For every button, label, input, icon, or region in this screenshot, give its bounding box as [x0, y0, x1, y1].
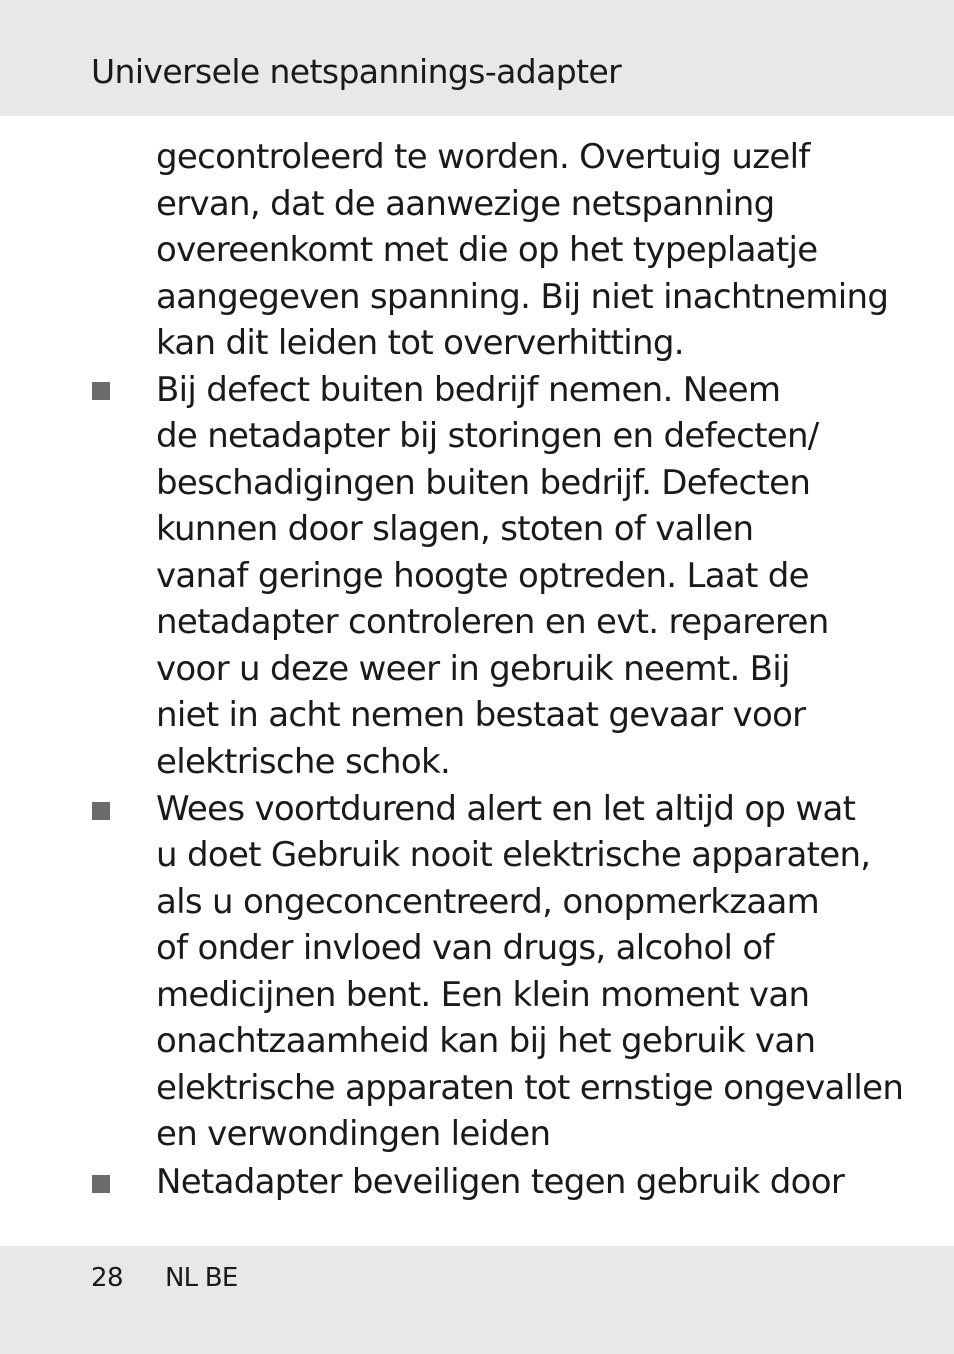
- bullet-1-line: netadapter controleren en evt. repareren: [156, 602, 829, 642]
- bullet-2-line: als u ongeconcentreerd, onopmerkzaam: [156, 882, 820, 922]
- continuation-line: overeenkomt met die op het typeplaatje: [156, 230, 818, 270]
- bullet-square-icon: [92, 1175, 110, 1193]
- bullet-square-icon: [92, 382, 110, 400]
- bullet-2-line: medicijnen bent. Een klein moment van: [156, 975, 810, 1015]
- bullet-2-line: Wees voortdurend alert en let altijd op wat: [156, 789, 856, 829]
- bullet-1-line: elektrische schok.: [156, 742, 451, 782]
- language-code: NL BE: [165, 1263, 238, 1293]
- page-number: 28: [91, 1263, 124, 1293]
- bullet-2-line: u doet Gebruik nooit elektrische apparaten,: [156, 835, 871, 875]
- bullet-1-line: voor u deze weer in gebruik neemt. Bij: [156, 649, 790, 689]
- continuation-line: ervan, dat de aanwezige netspanning: [156, 184, 775, 224]
- page-footer: [0, 1246, 954, 1354]
- bullet-2-line: onachtzaamheid kan bij het gebruik van: [156, 1021, 816, 1061]
- bullet-1-line: de netadapter bij storingen en defecten/: [156, 416, 819, 456]
- bullet-1-line: kunnen door slagen, stoten of vallen: [156, 509, 754, 549]
- page-header-title: Universele netspannings-adapter: [91, 52, 622, 91]
- continuation-line: kan dit leiden tot oververhitting.: [156, 323, 684, 363]
- continuation-line: gecontroleerd te worden. Overtuig uzelf: [156, 137, 810, 177]
- bullet-3-line: Netadapter beveiligen tegen gebruik door: [156, 1162, 845, 1202]
- bullet-2-line: of onder invloed van drugs, alcohol of: [156, 928, 774, 968]
- bullet-1-line: Bij defect buiten bedrijf nemen. Neem: [156, 370, 781, 410]
- bullet-2-line: en verwondingen leiden: [156, 1114, 551, 1154]
- bullet-1-line: beschadigingen buiten bedrijf. Defecten: [156, 463, 811, 503]
- bullet-square-icon: [92, 802, 110, 820]
- continuation-line: aangegeven spanning. Bij niet inachtneming: [156, 277, 889, 317]
- bullet-2-line: elektrische apparaten tot ernstige ongevallen: [156, 1068, 904, 1108]
- bullet-1-line: vanaf geringe hoogte optreden. Laat de: [156, 556, 809, 596]
- bullet-1-line: niet in acht nemen bestaat gevaar voor: [156, 695, 806, 735]
